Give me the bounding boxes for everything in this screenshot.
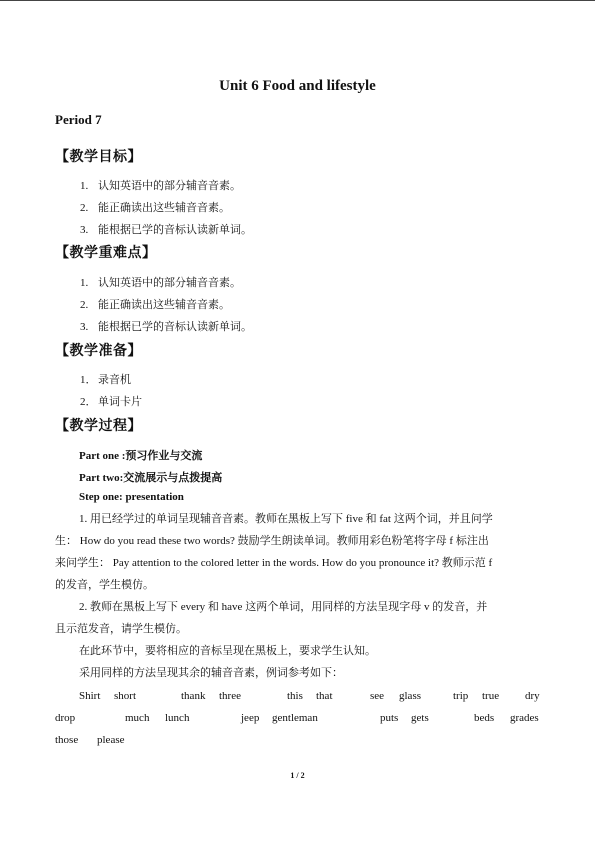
goal-item	[80, 199, 230, 215]
goal-item	[80, 221, 252, 237]
key-point-item	[80, 318, 252, 334]
item-text: 认知英语中的部分辅音音素。	[98, 277, 241, 289]
item-number: 2．	[80, 396, 97, 408]
paragraph-line	[55, 662, 545, 684]
example-word: Shirt	[79, 690, 101, 702]
item-text: 认知英语中的部分辅音音素。	[98, 180, 241, 192]
example-word: this	[287, 690, 303, 702]
example-word: short	[114, 690, 136, 702]
step-one-label: Step one: presentation	[79, 491, 184, 503]
key-point-item	[80, 274, 241, 290]
example-word: beds	[474, 712, 495, 724]
item-number: 1.	[80, 277, 89, 289]
paragraph-four	[55, 662, 545, 684]
item-text: 能正确读出这些辅音音素。	[98, 202, 230, 214]
goal-item	[80, 177, 241, 193]
paragraph-two	[55, 596, 545, 640]
key-point-item	[80, 296, 230, 312]
example-word: gentleman	[272, 712, 318, 724]
section-heading-key-points: 【教学重难点】	[55, 246, 157, 261]
example-word: see	[370, 690, 385, 702]
section-heading-process: 【教学过程】	[55, 419, 142, 434]
example-word: grades	[510, 712, 539, 724]
example-word: those	[55, 734, 79, 746]
paragraph-text: 2. 教师在黑板上写下 every 和 have 这两个单词，用同样的方法呈现字母 v 的发音，并	[79, 601, 488, 613]
paragraph-line: 的发音，学生模仿。	[55, 579, 154, 591]
paragraph-line: 生： How do you read these two words? 鼓励学生朗读单词。教师用彩色粉笔将字母 f 标注出	[55, 535, 489, 547]
item-number: 3.	[80, 321, 89, 333]
example-word: thank	[181, 690, 206, 702]
example-word: please	[97, 734, 125, 746]
example-word: gets	[411, 712, 429, 724]
page-number: 1 / 2	[290, 771, 305, 780]
example-word: lunch	[165, 712, 190, 724]
item-number: 3.	[80, 224, 89, 236]
example-word: trip	[453, 690, 469, 702]
example-word: true	[482, 690, 500, 702]
example-word: puts	[380, 712, 399, 724]
item-text: 能根据已学的音标认读新单词。	[98, 321, 252, 333]
paragraph-text: 在此环节中，要将相应的音标呈现在黑板上，要求学生认知。	[79, 645, 376, 657]
item-number: 1．	[80, 374, 97, 386]
paragraph-line	[55, 596, 545, 618]
paragraph-line	[55, 508, 545, 530]
preparation-item	[80, 393, 142, 409]
part-one-label: Part one :预习作业与交流	[79, 450, 203, 462]
paragraph-one	[55, 508, 545, 596]
example-word: drop	[55, 712, 76, 724]
paragraph-line	[55, 640, 545, 662]
paragraph-line: 来问学生： Pay attention to the colored letter in the words. How do you pronounce it? 教师示范 f	[55, 557, 493, 569]
section-heading-preparation: 【教学准备】	[55, 344, 142, 359]
paragraph-text: 采用同样的方法呈现其余的辅音音素，例词参考如下：	[79, 667, 343, 679]
part-two-label: Part two:交流展示与点拨提高	[79, 472, 223, 484]
item-text: 录音机	[98, 374, 131, 386]
period-label: Period 7	[55, 112, 102, 127]
preparation-item	[80, 371, 131, 387]
item-number: 1.	[80, 180, 89, 192]
paragraph-three	[55, 640, 545, 662]
item-text: 能根据已学的音标认读新单词。	[98, 224, 252, 236]
example-word: much	[125, 712, 150, 724]
section-heading-goals: 【教学目标】	[55, 150, 142, 165]
example-word: jeep	[241, 712, 260, 724]
example-word: glass	[399, 690, 421, 702]
example-word: that	[316, 690, 333, 702]
page-top-border	[0, 0, 595, 1]
example-word: dry	[525, 690, 540, 702]
item-text: 能正确读出这些辅音音素。	[98, 299, 230, 311]
page-title: Unit 6 Food and lifestyle	[219, 78, 376, 94]
example-word: three	[219, 690, 241, 702]
paragraph-line: 且示范发音，请学生模仿。	[55, 623, 187, 635]
item-text: 单词卡片	[98, 396, 142, 408]
paragraph-text: 1. 用已经学过的单词呈现辅音音素。教师在黑板上写下 five 和 fat 这两个词，并且问学	[79, 513, 493, 525]
item-number: 2.	[80, 202, 89, 214]
item-number: 2.	[80, 299, 89, 311]
